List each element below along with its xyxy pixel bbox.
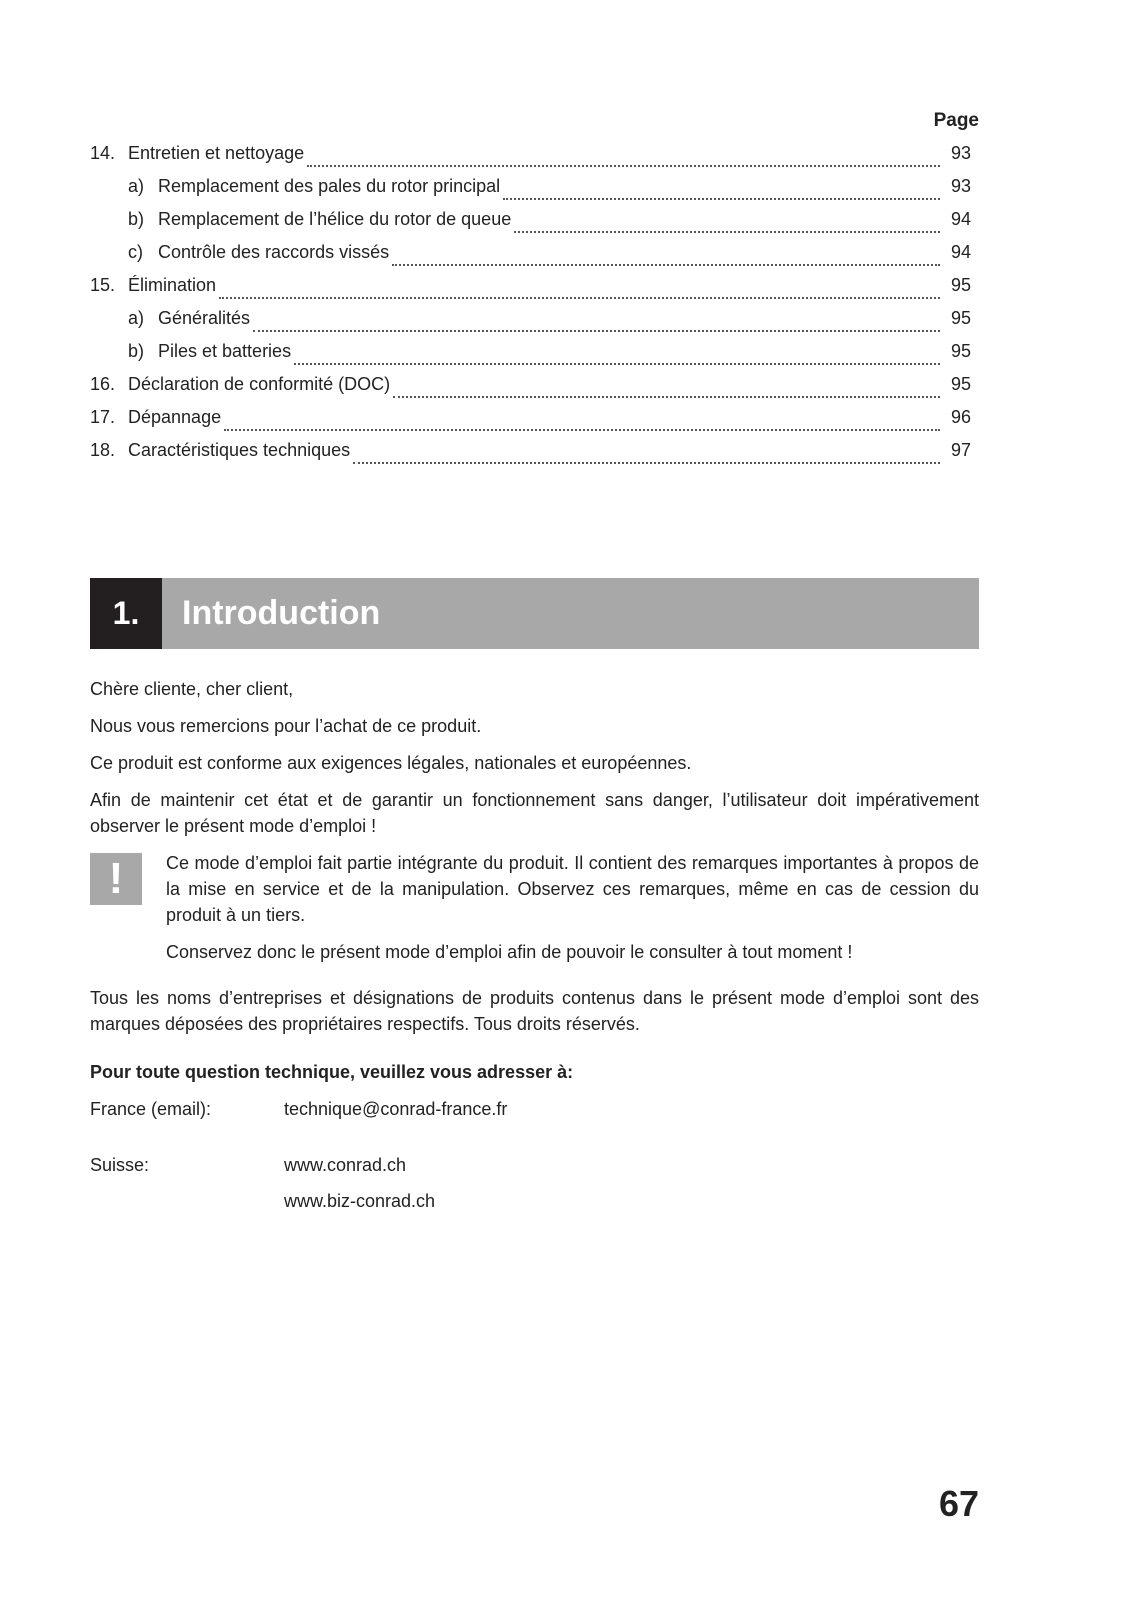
toc-entry-page: 93 <box>950 176 971 196</box>
notice-paragraph: Ce mode d’emploi fait partie intégrante du produit. Il contient des remarques importantes à propos de la mise en service et de la manipulation. Observez ces remarques, même en cas de cession du produit à un tiers. <box>166 853 979 925</box>
page-number: 67 <box>938 1483 979 1524</box>
toc-entry-number: 16. <box>90 374 116 394</box>
warning-notice <box>90 850 979 976</box>
toc-leader-dots <box>307 165 940 167</box>
toc-entry[interactable] <box>90 143 979 176</box>
manual-page <box>90 0 979 1601</box>
toc-leader-dots <box>392 264 940 266</box>
conformity-paragraph: Ce produit est conforme aux exigences légales, nationales et européennes. <box>90 753 692 773</box>
notice-text <box>166 850 979 976</box>
toc-entry-title: Contrôle des raccords vissés <box>158 242 390 262</box>
toc-entry[interactable] <box>90 275 979 308</box>
table-of-contents <box>90 143 979 473</box>
toc-entry-number: 14. <box>90 143 116 163</box>
toc-entry-number: 15. <box>90 275 116 295</box>
toc-entry-title: Dépannage <box>128 407 222 427</box>
toc-leader-dots <box>219 297 940 299</box>
toc-entry-page: 95 <box>950 275 971 295</box>
toc-entry-title: Piles et batteries <box>158 341 292 361</box>
toc-entry-letter: b) <box>128 209 145 229</box>
toc-leader-dots <box>514 231 940 233</box>
toc-entry-title: Remplacement de l’hélice du rotor de queue <box>158 209 512 229</box>
toc-entry-page: 95 <box>950 374 971 394</box>
toc-entry-number: 17. <box>90 407 116 427</box>
toc-entry[interactable] <box>90 341 979 374</box>
contact-label: Suisse: <box>90 1155 150 1175</box>
toc-entry-title: Généralités <box>158 308 251 328</box>
instruction-paragraph: Afin de maintenir cet état et de garantir un fonctionnement sans danger, l’utilisateur doit impérativement observer le présent mode d’emploi ! <box>90 790 979 836</box>
toc-entry-title: Déclaration de conformité (DOC) <box>128 374 391 394</box>
toc-entry-number: 18. <box>90 440 116 460</box>
toc-entry-letter: a) <box>128 176 145 196</box>
toc-entry-letter: a) <box>128 308 145 328</box>
toc-leader-dots <box>353 462 940 464</box>
toc-entry-page: 94 <box>950 209 971 229</box>
exclamation-icon: ! <box>90 853 142 905</box>
toc-entry-title: Remplacement des pales du rotor principal <box>158 176 501 196</box>
greeting: Chère cliente, cher client, <box>90 679 294 699</box>
toc-page-header: Page <box>933 110 979 131</box>
contact-label-empty <box>90 1188 284 1214</box>
section-title: Introduction <box>182 594 381 632</box>
toc-entry[interactable] <box>90 407 979 440</box>
toc-entry-page: 95 <box>950 341 971 361</box>
toc-entry[interactable] <box>90 176 979 209</box>
contact-row-suisse <box>90 1152 979 1178</box>
toc-entry-title: Élimination <box>128 275 217 295</box>
toc-leader-dots <box>393 396 940 398</box>
toc-leader-dots <box>253 330 940 332</box>
contact-link[interactable]: www.conrad.ch <box>284 1155 407 1175</box>
toc-entry[interactable] <box>90 209 979 242</box>
toc-leader-dots <box>294 363 940 365</box>
toc-entry[interactable] <box>90 242 979 275</box>
toc-entry-page: 93 <box>950 143 971 163</box>
thanks-paragraph: Nous vous remercions pour l’achat de ce produit. <box>90 716 482 736</box>
trademark-paragraph: Tous les noms d’entreprises et désignations de produits contenus dans le présent mode d’emploi sont des marques déposées des propriétaires respectifs. Tous droits réservés. <box>90 988 979 1034</box>
section-body <box>90 676 979 1224</box>
contact-link[interactable]: www.biz-conrad.ch <box>284 1191 436 1211</box>
toc-leader-dots <box>503 198 940 200</box>
contact-row-france <box>90 1096 979 1122</box>
contact-label: France (email): <box>90 1099 212 1119</box>
contact-row-suisse-2 <box>90 1188 979 1214</box>
toc-entry-title: Entretien et nettoyage <box>128 143 305 163</box>
toc-leader-dots <box>224 429 940 431</box>
toc-entry-page: 95 <box>950 308 971 328</box>
toc-entry-page: 94 <box>950 242 971 262</box>
section-heading <box>90 578 979 649</box>
section-number: 1. <box>90 578 162 649</box>
notice-paragraph: Conservez donc le présent mode d’emploi afin de pouvoir le consulter à tout moment ! <box>166 942 853 962</box>
toc-entry-letter: c) <box>128 242 143 262</box>
contact-email[interactable]: technique@conrad-france.fr <box>284 1099 508 1119</box>
toc-entry-page: 96 <box>950 407 971 427</box>
toc-entry[interactable] <box>90 440 979 473</box>
toc-entry[interactable] <box>90 308 979 341</box>
toc-entry[interactable] <box>90 374 979 407</box>
toc-entry-title: Caractéristiques techniques <box>128 440 351 460</box>
toc-entry-page: 97 <box>950 440 971 460</box>
contact-heading: Pour toute question technique, veuillez vous adresser à: <box>90 1062 574 1082</box>
toc-entry-letter: b) <box>128 341 145 361</box>
